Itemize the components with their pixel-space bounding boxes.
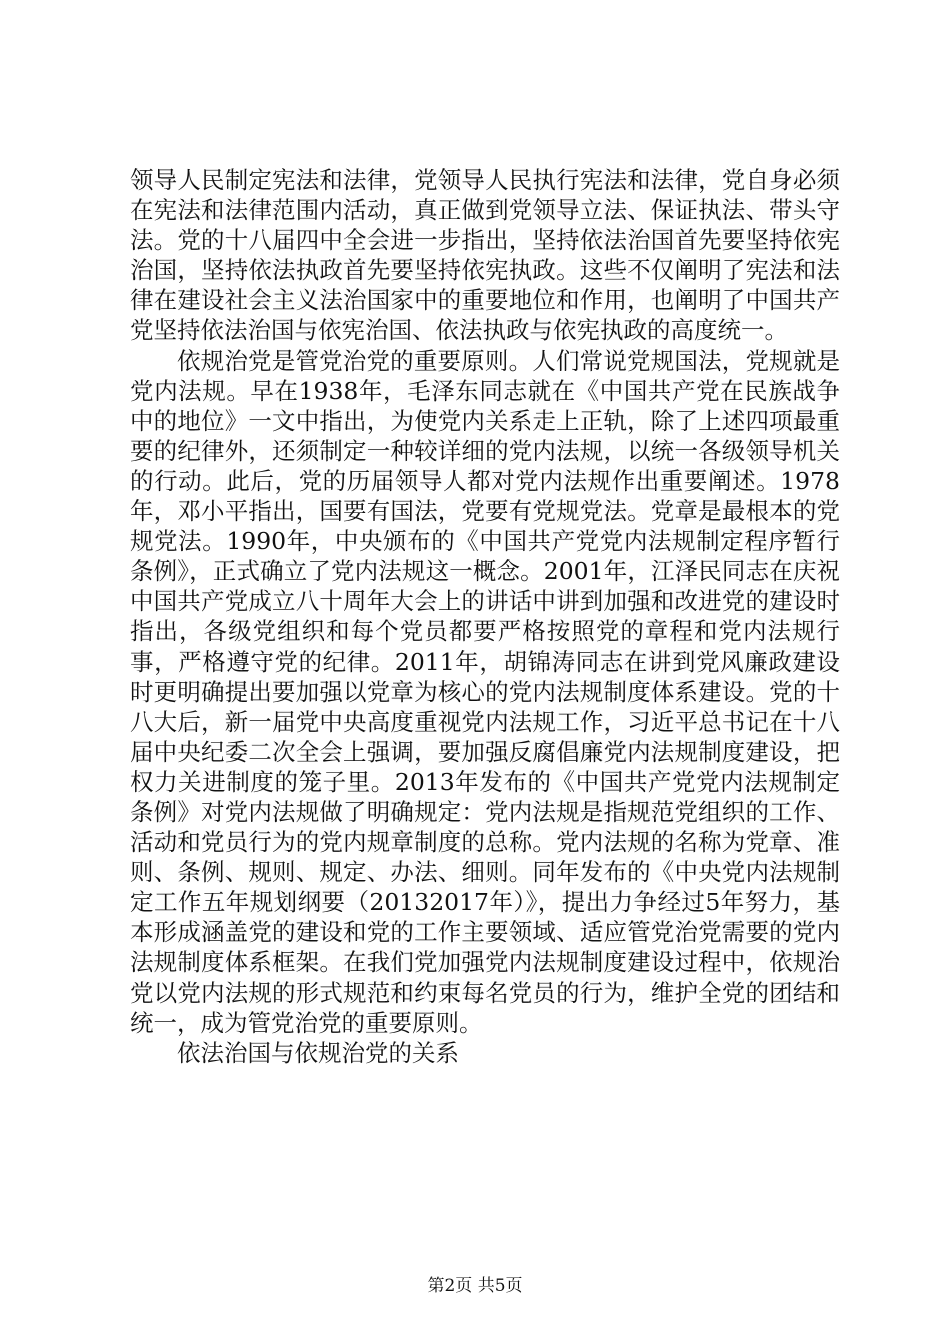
paragraph-continuation: 领导人民制定宪法和法律，党领导人民执行宪法和法律，党自身必须在宪法和法律范围内活动，真正做到党领导立法、保证执法、带头守法。党的十八届四中全会进一步指出，坚持依法治国首先要坚持依宪治国，坚持依法执政首先要坚持依宪执政。这些不仅阐明了宪法和法律在建设社会主义法治国家中的重要地位和作用，也阐明了中国共产党坚持依法治国与依宪治国、依法执政与依宪执政的高度统一。 <box>130 166 840 345</box>
section-heading: 依法治国与依规治党的关系 <box>177 1038 459 1067</box>
paragraph-party-rules: 依规治党是管党治党的重要原则。人们常说党规国法，党规就是党内法规。早在1938年，毛泽东同志就在《中国共产党在民族战争中的地位》一文中指出，为使党内关系走上正轨，除了上述四项最重要的纪律外，还须制定一种较详细的党内法规，以统一各级领导机关的行动。此后，党的历届领导人都对党内法规作出重要阐述。1978年，邓小平指出，国要有国法，党要有党规党法。党章是最根本的党规党法。1990年，中央颁布的《中国共产党党内法规制定程序暂行条例》，正式确立了党内法规这一概念。2001年，江泽民同志在庆祝中国共产党成立八十周年大会上的讲话中讲到加强和改进党的建设时指出，各级党组织和每个党员都要严格按照党的章程和党内法规行事，严格遵守党的纪律。2011年，胡锦涛同志在讲到党风廉政建设时更明确提出要加强以党章为核心的党内法规制度体系建设。党的十八大后，新一届党中央高度重视党内法规工作，习近平总书记在十八届中央纪委二次全会上强调，要加强反腐倡廉党内法规制度建设，把权力关进制度的笼子里。2013年发布的《中国共产党党内法规制定条例》对党内法规做了明确规定：党内法规是指规范党组织的工作、活动和党员行为的党内规章制度的总称。党内法规的名称为党章、准则、条例、规则、规定、办法、细则。同年发布的《中央党内法规制定工作五年规划纲要（20132017年）》，提出力争经过5年努力，基本形成涵盖党的建设和党的工作主要领域、适应管党治党需要的党内法规制度体系框架。在我们党加强党内法规制度建设过程中，依规治党以党内法规的形式规范和约束每名党员的行为，维护全党的团结和统一，成为管党治党的重要原则。 <box>130 346 840 1037</box>
body-text <box>130 165 840 1068</box>
page-number-footer: 第2页 共5页 <box>427 1276 523 1296</box>
